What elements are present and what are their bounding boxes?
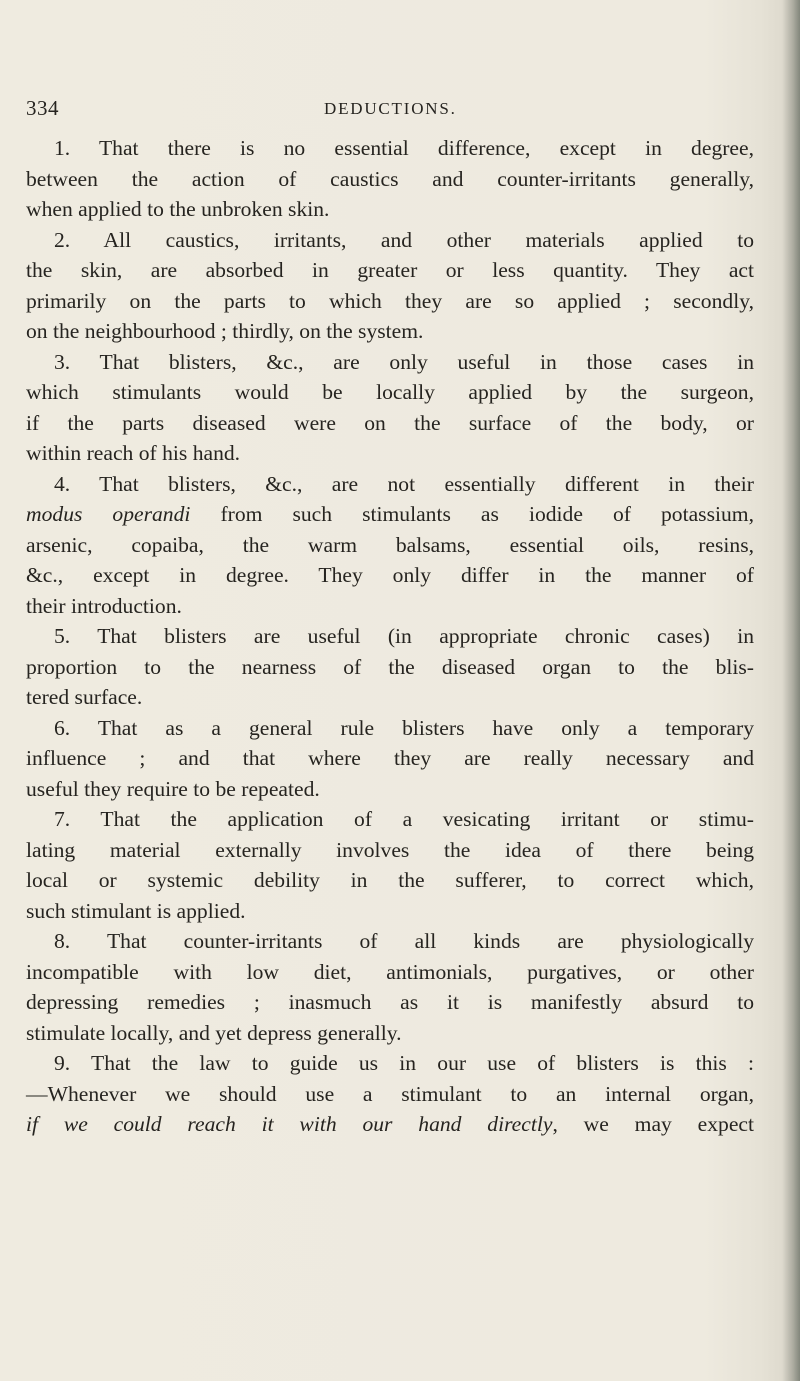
text-line: the skin, are absorbed in greater or less quantity. They act: [26, 258, 754, 282]
page-number: 334: [26, 96, 59, 120]
text-line: within reach of his hand.: [26, 441, 241, 465]
body-text: [26, 133, 755, 1140]
text-line: such stimulant is applied.: [26, 898, 246, 923]
text-line: —Whenever we should use a stimulant to an internal organ,: [26, 1081, 754, 1106]
text-line: [26, 499, 754, 530]
text-line: primarily on the parts to which they are so applied ; secondly,: [26, 288, 754, 313]
text-line: on the neighbourhood ; thirdly, on the system.: [26, 319, 424, 343]
text-line: 9. That the law to guide us in our use of blisters is this :: [54, 1051, 754, 1075]
text-line: 5. That blisters are useful (in appropriate chronic cases) in: [54, 624, 754, 648]
paragraph-8: [26, 926, 754, 1048]
text-line: local or systemic debility in the sufferer, to correct which,: [26, 868, 754, 892]
text-line: incompatible with low diet, antimonials, purgatives, or other: [26, 959, 754, 984]
text-line: lating material externally involves the idea of there being: [26, 837, 754, 862]
paragraph-7: [26, 804, 754, 926]
italic-phrase: modus operandi: [26, 502, 191, 526]
paragraph-6: [26, 713, 754, 805]
text-line: between the action of caustics and counter-irritants generally,: [26, 166, 754, 191]
text-line: proportion to the nearness of the diseased organ to the blis-: [26, 654, 754, 679]
text-line: 7. That the application of a vesicating irritant or stimu-: [54, 807, 754, 831]
text-line: [26, 1109, 754, 1140]
page-edge-shadow: [782, 0, 800, 1381]
page-header: [26, 96, 746, 126]
text-line: useful they require to be repeated.: [26, 776, 320, 801]
text-line: if the parts diseased were on the surface of the body, or: [26, 410, 754, 435]
text-line: which stimulants would be locally applied by the surgeon,: [26, 380, 754, 404]
running-head: DEDUCTIONS.: [324, 99, 457, 118]
paragraph-4: [26, 469, 754, 622]
text-line: 3. That blisters, &c., are only useful in those cases in: [54, 349, 754, 374]
text-line: 6. That as a general rule blisters have only a temporary: [54, 715, 754, 740]
text-line: when applied to the unbroken skin.: [26, 197, 330, 221]
text-line: 1. That there is no essential difference, except in degree,: [54, 136, 754, 160]
italic-phrase: if we could reach it with our hand directly: [26, 1112, 553, 1136]
text-line: arsenic, copaiba, the warm balsams, essential oils, resins,: [26, 532, 754, 557]
text-fragment: from such stimulants as iodide of potassium,: [220, 502, 754, 526]
text-line: &c., except in degree. They only differ in the manner of: [26, 563, 754, 587]
text-line: 8. That counter-irritants of all kinds are physiologically: [54, 929, 754, 953]
paragraph-3: [26, 347, 754, 469]
paragraph-1: [26, 133, 754, 225]
text-line: influence ; and that where they are really necessary and: [26, 746, 754, 770]
text-line: depressing remedies ; inasmuch as it is manifestly absurd to: [26, 990, 754, 1014]
text-line: 2. All caustics, irritants, and other materials applied to: [54, 227, 754, 252]
text-fragment: , we may expect: [552, 1112, 755, 1136]
paragraph-5: [26, 621, 754, 713]
paragraph-9: [26, 1048, 755, 1140]
paragraph-2: [26, 225, 754, 347]
text-line: tered surface.: [26, 685, 143, 709]
text-line: 4. That blisters, &c., are not essentially different in their: [54, 471, 754, 496]
text-line: their introduction.: [26, 593, 182, 618]
text-line: stimulate locally, and yet depress generally.: [26, 1020, 402, 1045]
